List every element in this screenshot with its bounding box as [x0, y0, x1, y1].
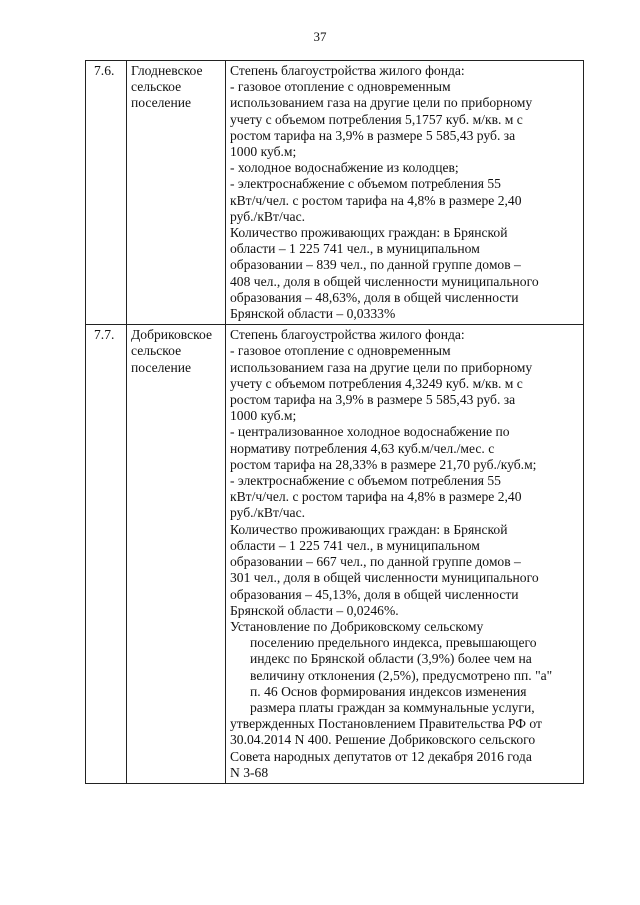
row-number: 7.7. [86, 325, 127, 784]
description-line: поселению предельного индекса, превышающего [250, 635, 537, 651]
description-line: п. 46 Основ формирования индексов изменения [250, 683, 527, 699]
description-line: 1000 куб.м; [230, 144, 297, 160]
description-cell [226, 61, 584, 325]
table-row [86, 325, 584, 784]
description-line: Установление по Добриковскому сельскому [230, 618, 484, 634]
description-line: - газовое отопление с одновременным [230, 343, 451, 359]
description-line: образования – 45,13%, доля в общей численности [230, 586, 519, 602]
description-line: учету с объемом потребления 5,1757 куб. м/кв. м с [230, 111, 523, 127]
description-line: - централизованное холодное водоснабжение по [230, 424, 510, 440]
description-line: нормативу потребления 4,63 куб.м/чел./мес. с [230, 440, 495, 456]
description-line: учету с объемом потребления 4,3249 куб. м/кв. м с [230, 375, 523, 391]
settlement-name-line: сельское [131, 343, 182, 359]
settlement-name [127, 61, 226, 325]
description-line: области – 1 225 741 чел., в муниципальном [230, 537, 480, 553]
description-line: Брянской области – 0,0333% [230, 306, 396, 322]
description-line: 301 чел., доля в общей численности муниципального [230, 570, 539, 586]
description-line: использованием газа на другие цели по приборному [230, 95, 533, 111]
settlement-name-line: поселение [131, 95, 192, 111]
description-line: ростом тарифа на 3,9% в размере 5 585,43 руб. за [230, 127, 516, 143]
table-row [86, 61, 584, 325]
description-line: руб./кВт/час. [230, 505, 306, 521]
description-line: кВт/ч/чел. с ростом тарифа на 4,8% в размере 2,40 [230, 192, 522, 208]
description-line: индекс по Брянской области (3,9%) более чем на [250, 651, 532, 667]
description-line: - холодное водоснабжение из колодцев; [230, 160, 459, 176]
description-line: N 3-68 [230, 764, 269, 780]
settlement-name-line: поселение [131, 359, 192, 375]
description-line: Степень благоустройства жилого фонда: [230, 327, 465, 343]
description-line: величину отклонения (2,5%), предусмотрено пп. "а" [250, 667, 553, 683]
description-line: области – 1 225 741 чел., в муниципальном [230, 241, 480, 257]
settlement-name-line: Глодневское [131, 63, 203, 78]
row-number: 7.6. [86, 61, 127, 325]
tariff-table [85, 60, 584, 784]
settlement-name-line: Добриковское [131, 327, 213, 343]
description-line: Брянской области – 0,0246%. [230, 602, 399, 618]
description-line: - электроснабжение с объемом потребления 55 [230, 473, 501, 489]
description-line: Количество проживающих граждан: в Брянской [230, 225, 508, 241]
description-line: утвержденных Постановлением Правительства РФ от [230, 716, 542, 732]
description-line: использованием газа на другие цели по приборному [230, 359, 533, 375]
settlement-name [127, 325, 226, 784]
description-line: Степень благоустройства жилого фонда: [230, 63, 465, 78]
description-line: 30.04.2014 N 400. Решение Добриковского сельского [230, 732, 536, 748]
description-line: Количество проживающих граждан: в Брянской [230, 521, 508, 537]
description-line: руб./кВт/час. [230, 208, 306, 224]
description-line: - электроснабжение с объемом потребления 55 [230, 176, 501, 192]
description-line: ростом тарифа на 3,9% в размере 5 585,43 руб. за [230, 392, 516, 408]
description-line: кВт/ч/чел. с ростом тарифа на 4,8% в размере 2,40 [230, 489, 522, 505]
description-line: 1000 куб.м; [230, 408, 297, 424]
description-line: 408 чел., доля в общей численности муниципального [230, 273, 539, 289]
description-line: - газовое отопление с одновременным [230, 79, 451, 95]
description-line: образовании – 667 чел., по данной группе домов – [230, 554, 521, 570]
settlement-name-line: сельское [131, 79, 182, 95]
description-line: образовании – 839 чел., по данной группе домов – [230, 257, 521, 273]
description-line: Совета народных депутатов от 12 декабря 2016 года [230, 748, 532, 764]
description-line: ростом тарифа на 28,33% в размере 21,70 руб./куб.м; [230, 456, 537, 472]
page-number: 37 [313, 29, 327, 44]
description-line: размера платы граждан за коммунальные услуги, [250, 699, 535, 715]
description-line: образования – 48,63%, доля в общей численности [230, 289, 519, 305]
description-cell [226, 325, 584, 784]
